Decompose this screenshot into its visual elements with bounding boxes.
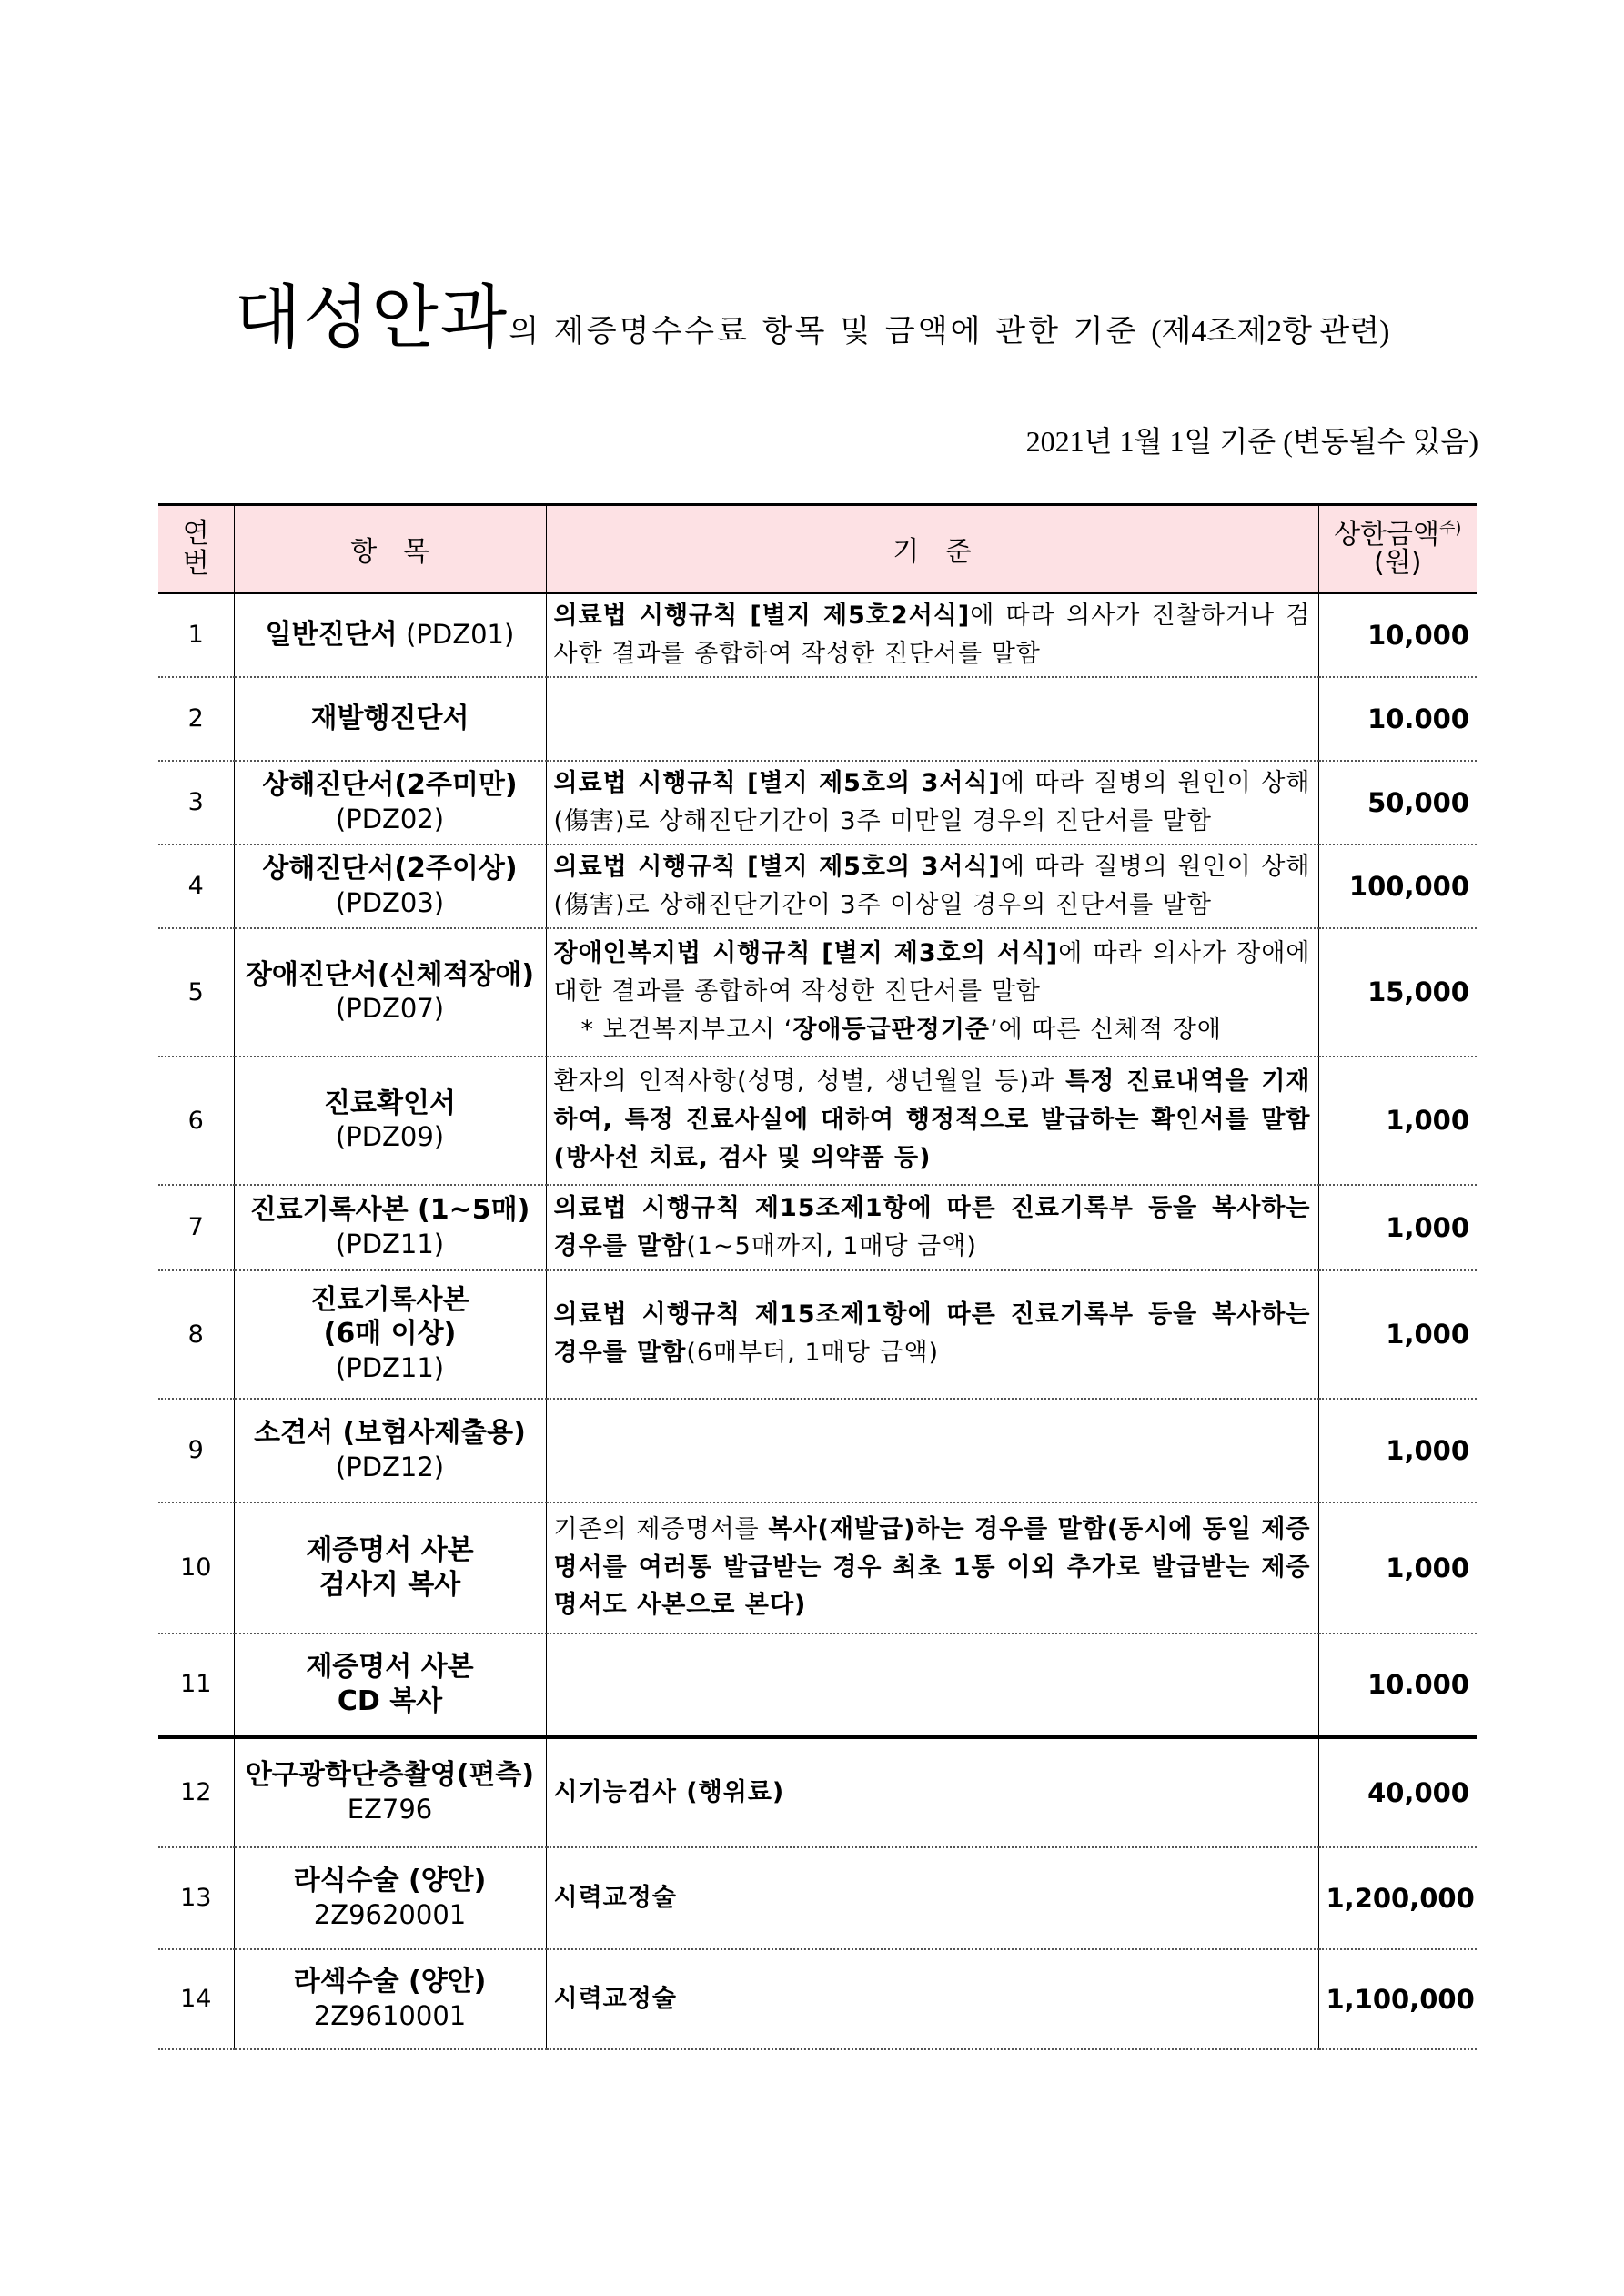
item-name: 진료확인서 [324, 1087, 456, 1119]
note-text: 장애등급판정기준 [792, 1015, 990, 1044]
item-cell [234, 1502, 546, 1633]
criteria-text: 의료법 시행규칙 [별지 제5호의 3서식] [553, 852, 1001, 881]
table-row [158, 677, 1477, 761]
note-text: ’에 따른 신체적 장애 [989, 1015, 1222, 1044]
criteria-cell [546, 593, 1318, 677]
item-name: 라섹수술 (양안) [293, 1966, 487, 1998]
amount-cell: 50,000 [1318, 761, 1477, 845]
table-row [158, 845, 1477, 928]
criteria-cell [546, 1270, 1318, 1399]
item-name: 일반진단서 [265, 618, 398, 651]
item-cell [234, 1737, 546, 1847]
item-name: 소견서 (보험사제출용) [254, 1417, 526, 1449]
item-name: 제증명서 사본 CD 복사 [306, 1651, 474, 1717]
criteria-text: 시력교정술 [553, 1984, 677, 2013]
item-cell [234, 1185, 546, 1270]
row-number: 11 [158, 1633, 234, 1737]
item-name: 재발행진단서 [310, 702, 469, 734]
criteria-text: 의료법 시행규칙 제15조제1항에 따른 진료기록부 등을 복사하는 경우를 말함 [553, 1193, 1311, 1260]
criteria-cell [546, 1737, 1318, 1847]
amount-cell: 15,000 [1318, 928, 1477, 1057]
fee-table [158, 503, 1477, 2050]
criteria-text: (6매부터, 1매당 금액) [686, 1339, 940, 1367]
row-number: 10 [158, 1502, 234, 1633]
item-name: 진료기록사본 (6매 이상) [310, 1283, 469, 1350]
criteria-text: 에 따라 의사가 진찰하거나 검사한 결과를 종합하여 작성한 진단서를 말함 [553, 601, 1311, 668]
title-text: 의 제증명수수료 항목 및 금액에 관한 기준 [509, 313, 1152, 349]
row-number: 3 [158, 761, 234, 845]
item-cell [234, 593, 546, 677]
table-row [158, 1399, 1477, 1502]
criteria-text: 복사(재발급)하는 경우를 말함(동시에 동일 제증명서를 여러통 발급받는 경우 최초 1통 이외 추가로 발급받는 제증명서도 사본으로 본다) [553, 1514, 1311, 1620]
criteria-cell [546, 928, 1318, 1057]
criteria-text: 기존의 제증명서를 [553, 1514, 769, 1543]
item-code: (PDZ12) [335, 1451, 445, 1482]
criteria-text: 환자의 인적사항(성명, 성별, 생년월일 등)과 [553, 1067, 1066, 1097]
item-code: 2Z9620001 [313, 1898, 467, 1930]
criteria-text: (1~5매까지, 1매당 금액) [686, 1231, 977, 1260]
item-cell [234, 1399, 546, 1502]
note-text: * 보건복지부고시 ‘ [580, 1015, 793, 1044]
clinic-name: 대성안과 [234, 277, 509, 358]
item-code: EZ796 [347, 1793, 433, 1825]
item-name: 안구광학단층촬영(편측) [245, 1759, 535, 1792]
item-code: 2Z9610001 [313, 1999, 467, 2031]
item-cell [234, 677, 546, 761]
item-code: (PDZ09) [335, 1121, 445, 1152]
item-code: (PDZ11) [335, 1228, 445, 1259]
item-name: 상해진단서(2주이상) [262, 853, 518, 885]
item-cell [234, 1949, 546, 2049]
criteria-text: 에 따라 질병의 원인이 상해(傷害)로 상해진단기간이 3주 이상일 경우의 진단서를 말함 [553, 852, 1311, 919]
header-item: 항 목 [234, 505, 546, 593]
amount-cell: 1,000 [1318, 1057, 1477, 1185]
amount-cell: 1,000 [1318, 1502, 1477, 1633]
row-number: 6 [158, 1057, 234, 1185]
criteria-text: 시력교정술 [553, 1883, 677, 1912]
criteria-cell [546, 1847, 1318, 1949]
item-cell [234, 1270, 546, 1399]
table-row [158, 593, 1477, 677]
table-row [158, 1737, 1477, 1847]
date-line: 2021년 1월 1일 기준 (변동될수 있음) [1025, 425, 1478, 458]
criteria-cell [546, 1185, 1318, 1270]
table-row [158, 1633, 1477, 1737]
row-number: 9 [158, 1399, 234, 1502]
row-number: 4 [158, 845, 234, 928]
criteria-cell [546, 845, 1318, 928]
table-row [158, 761, 1477, 845]
amount-cell: 1,000 [1318, 1185, 1477, 1270]
amount-cell: 1,200,000 [1318, 1847, 1477, 1949]
criteria-cell [546, 1057, 1318, 1185]
item-name: 라식수술 (양안) [293, 1865, 487, 1896]
amount-cell: 40,000 [1318, 1737, 1477, 1847]
criteria-cell [546, 1633, 1318, 1737]
header-no: 연 번 [158, 505, 234, 593]
table-row [158, 1949, 1477, 2049]
page-title [0, 262, 1624, 361]
criteria-text: 의료법 시행규칙 [별지 제5호의 3서식] [553, 768, 1001, 797]
criteria-text: 에 따라 질병의 원인이 상해(傷害)로 상해진단기간이 3주 미만일 경우의 진단서를 말함 [553, 768, 1311, 835]
amount-cell: 1,100,000 [1318, 1949, 1477, 2049]
amount-cell: 1,000 [1318, 1399, 1477, 1502]
criteria-text: 장애인복지법 시행규칙 [별지 제3호의 서식] [553, 939, 1059, 968]
table-row [158, 1847, 1477, 1949]
header-criteria: 기 준 [546, 505, 1318, 593]
item-code: (PDZ07) [335, 993, 445, 1024]
criteria-cell [546, 1502, 1318, 1633]
item-cell [234, 1633, 546, 1737]
row-number: 5 [158, 928, 234, 1057]
item-code: (PDZ02) [335, 803, 445, 834]
amount-cell: 10,000 [1318, 593, 1477, 677]
criteria-text: 의료법 시행규칙 [별지 제5호2서식] [553, 601, 971, 630]
amount-cell: 1,000 [1318, 1270, 1477, 1399]
criteria-text: 에 따라 의사가 장애에 대한 결과를 종합하여 작성한 진단서를 말함 [553, 939, 1311, 1006]
table-header-row [158, 505, 1477, 593]
item-cell [234, 928, 546, 1057]
table-row [158, 1057, 1477, 1185]
criteria-cell [546, 677, 1318, 761]
table-row [158, 1270, 1477, 1399]
item-name: 진료기록사본 (1~5매) [249, 1194, 530, 1226]
item-code: (PDZ03) [335, 886, 445, 918]
amount-cell: 100,000 [1318, 845, 1477, 928]
criteria-text: 의료법 시행규칙 제15조제1항에 따른 진료기록부 등을 복사하는 경우를 말함 [553, 1300, 1311, 1367]
header-amount [1318, 505, 1477, 593]
item-name: 제증명서 사본 검사지 복사 [306, 1534, 474, 1601]
amount-cell: 10.000 [1318, 677, 1477, 761]
item-cell [234, 1847, 546, 1949]
criteria-cell [546, 761, 1318, 845]
table-row [158, 1185, 1477, 1270]
row-number: 12 [158, 1737, 234, 1847]
header-amount-unit: (원) [1374, 547, 1422, 580]
amount-cell: 10.000 [1318, 1633, 1477, 1737]
row-number: 14 [158, 1949, 234, 2049]
item-name: 상해진단서(2주미만) [262, 769, 518, 801]
header-amount-footnote: 주) [1439, 518, 1462, 538]
criteria-cell [546, 1949, 1318, 2049]
title-reference: (제4조제2항 관련) [1151, 315, 1390, 349]
item-code: (PDZ11) [335, 1351, 445, 1383]
criteria-text: 시기능검사 (행위료) [553, 1777, 785, 1806]
table-row [158, 928, 1477, 1057]
item-name: 장애진단서(신체적장애) [245, 958, 535, 991]
item-code: (PDZ01) [406, 618, 515, 650]
criteria-note [554, 1011, 1311, 1049]
item-cell [234, 845, 546, 928]
criteria-text: 특정 진료내역을 기재하여, 특정 진료사실에 대하여 행정적으로 발급하는 확인서를 말함 (방사선 치료, 검사 및 의약품 등) [553, 1067, 1311, 1172]
header-amount-label: 상한금액 [1334, 518, 1439, 551]
row-number: 7 [158, 1185, 234, 1270]
table-row [158, 1502, 1477, 1633]
row-number: 13 [158, 1847, 234, 1949]
item-cell [234, 1057, 546, 1185]
row-number: 2 [158, 677, 234, 761]
row-number: 8 [158, 1270, 234, 1399]
row-number: 1 [158, 593, 234, 677]
criteria-cell [546, 1399, 1318, 1502]
item-cell [234, 761, 546, 845]
